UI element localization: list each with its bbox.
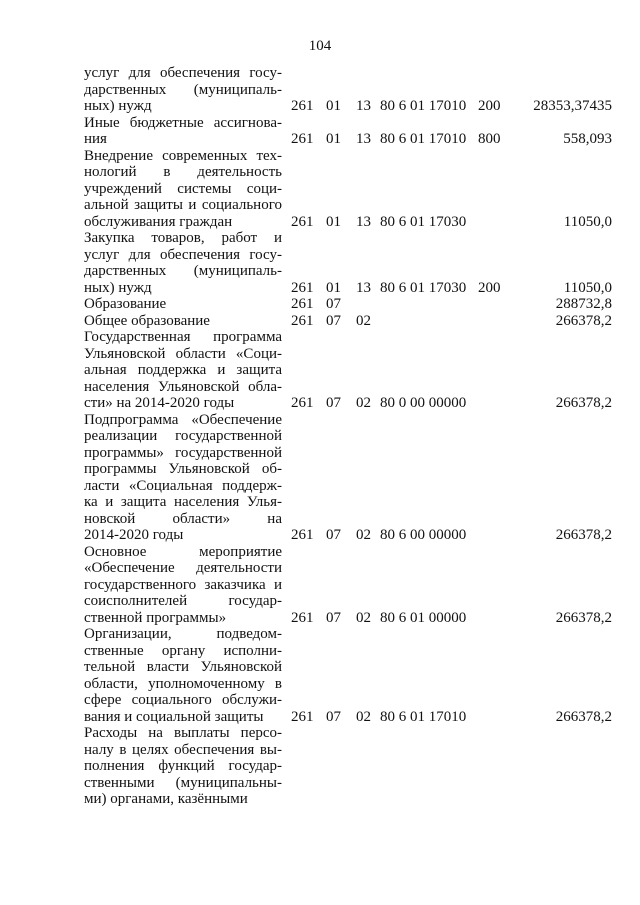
column-admin-code: 261 bbox=[291, 609, 314, 626]
column-target-article-code: 80 6 01 17010 bbox=[380, 131, 467, 147]
row-description bbox=[84, 148, 282, 231]
table-row bbox=[0, 544, 640, 627]
description-line: государственного заказчика и bbox=[84, 576, 282, 593]
row-description bbox=[84, 329, 282, 412]
column-target-article-code: 80 6 00 00000 bbox=[380, 527, 467, 543]
column-amount: 11050,0 bbox=[563, 279, 612, 296]
column-amount: 11050,0 bbox=[563, 213, 612, 230]
description-line: Расходы на выплаты персо- bbox=[84, 725, 282, 741]
column-target-article-code: 80 0 00 00000 bbox=[380, 395, 467, 411]
description-line: Образование bbox=[84, 296, 167, 312]
description-line: ственной программы» bbox=[84, 609, 227, 626]
column-target-article-code: 80 6 01 17010 bbox=[380, 98, 467, 114]
row-description bbox=[84, 412, 282, 544]
column-amount: 266378,2 bbox=[555, 708, 612, 725]
column-expense-type-code: 200 bbox=[478, 98, 501, 114]
table-row bbox=[0, 148, 640, 231]
description-line: нологий в деятельность bbox=[84, 164, 282, 180]
description-line: ласти «Социальная поддерж- bbox=[84, 477, 282, 494]
column-admin-code: 261 bbox=[291, 708, 314, 725]
column-admin-code: 261 bbox=[291, 98, 314, 114]
description-line: «Обеспечение деятельности bbox=[84, 560, 282, 576]
column-admin-code: 261 bbox=[291, 279, 314, 296]
description-line: тельной власти Ульяновской bbox=[84, 659, 282, 675]
row-description bbox=[84, 65, 282, 115]
column-subsection-code: 02 bbox=[356, 527, 371, 543]
description-line: реализации государственной bbox=[84, 428, 282, 444]
column-section-code: 07 bbox=[326, 395, 341, 411]
column-admin-code: 261 bbox=[291, 527, 314, 543]
column-section-code: 01 bbox=[326, 98, 341, 114]
column-target-article-code: 80 6 01 17030 bbox=[380, 279, 467, 296]
description-line: Ульяновской области «Соци- bbox=[84, 345, 282, 362]
table-row bbox=[0, 313, 640, 330]
description-line: обслуживания граждан bbox=[84, 213, 233, 230]
description-line: альной защиты и социального bbox=[84, 197, 282, 213]
description-line: налу в целях обеспечения вы- bbox=[84, 741, 282, 758]
row-description bbox=[84, 725, 282, 808]
column-section-code: 07 bbox=[326, 527, 341, 543]
row-description bbox=[84, 230, 282, 296]
row-description bbox=[84, 115, 282, 148]
table-row bbox=[0, 329, 640, 412]
column-section-code: 01 bbox=[326, 279, 341, 296]
description-line: Иные бюджетные ассигнова- bbox=[84, 114, 282, 131]
description-line: Основное мероприятие bbox=[84, 543, 282, 560]
description-line: ка и защита населения Улья- bbox=[84, 494, 282, 510]
description-line: услуг для обеспечения госу- bbox=[84, 65, 282, 81]
description-line: альная поддержка и защита bbox=[84, 362, 282, 378]
column-target-article-code: 80 6 01 00000 bbox=[380, 609, 467, 626]
description-line: вания и социальной защиты bbox=[84, 708, 264, 725]
table-row bbox=[0, 65, 640, 115]
description-line: сфере социального обслужи- bbox=[84, 692, 282, 708]
description-line: программы Ульяновской об- bbox=[84, 461, 282, 477]
column-admin-code: 261 bbox=[291, 296, 314, 312]
row-description bbox=[84, 544, 282, 627]
column-amount: 288732,8 bbox=[555, 296, 612, 312]
row-description bbox=[84, 313, 282, 330]
description-line: учреждений системы соци- bbox=[84, 180, 282, 197]
column-subsection-code: 13 bbox=[356, 213, 371, 230]
column-section-code: 07 bbox=[326, 609, 341, 626]
column-amount: 558,093 bbox=[563, 131, 612, 147]
description-line: Общее образование bbox=[84, 312, 210, 329]
column-amount: 28353,37435 bbox=[533, 98, 612, 114]
column-amount: 266378,2 bbox=[555, 312, 612, 329]
column-subsection-code: 13 bbox=[356, 98, 371, 114]
description-line: населения Ульяновской обла- bbox=[84, 378, 282, 395]
column-admin-code: 261 bbox=[291, 395, 314, 411]
column-section-code: 07 bbox=[326, 296, 341, 312]
description-line: программы» государственной bbox=[84, 444, 282, 461]
description-line: ми) органами, казёнными bbox=[84, 791, 248, 807]
table-row bbox=[0, 412, 640, 544]
table-row bbox=[0, 626, 640, 725]
description-line: ных) нужд bbox=[84, 279, 152, 296]
column-subsection-code: 02 bbox=[356, 312, 371, 329]
description-line: Организации, подведом- bbox=[84, 626, 282, 642]
column-subsection-code: 02 bbox=[356, 708, 371, 725]
row-description bbox=[84, 626, 282, 725]
description-line: Подпрограмма «Обеспечение bbox=[84, 411, 282, 428]
description-line: области, уполномоченному в bbox=[84, 675, 282, 692]
column-target-article-code: 80 6 01 17010 bbox=[380, 708, 467, 725]
description-line: полнения функций государ- bbox=[84, 758, 282, 774]
page-number: 104 bbox=[308, 38, 332, 54]
column-admin-code: 261 bbox=[291, 131, 314, 147]
description-line: новской области» на bbox=[84, 510, 282, 527]
column-section-code: 07 bbox=[326, 312, 341, 329]
description-line: услуг для обеспечения госу- bbox=[84, 246, 282, 263]
column-section-code: 07 bbox=[326, 708, 341, 725]
table-row bbox=[0, 230, 640, 296]
description-line: Государственная программа bbox=[84, 329, 282, 345]
column-subsection-code: 13 bbox=[356, 131, 371, 147]
description-line: 2014-2020 годы bbox=[84, 527, 184, 543]
column-target-article-code: 80 6 01 17030 bbox=[380, 213, 467, 230]
column-expense-type-code: 800 bbox=[478, 131, 501, 147]
column-amount: 266378,2 bbox=[555, 527, 612, 543]
column-subsection-code: 02 bbox=[356, 395, 371, 411]
description-line: сти» на 2014-2020 годы bbox=[84, 395, 235, 411]
column-admin-code: 261 bbox=[291, 213, 314, 230]
table-row bbox=[0, 115, 640, 148]
table-row bbox=[0, 725, 640, 808]
row-description bbox=[84, 296, 282, 313]
description-line: ных) нужд bbox=[84, 98, 152, 114]
column-section-code: 01 bbox=[326, 131, 341, 147]
description-line: ственными (муниципальны- bbox=[84, 774, 282, 791]
description-line: соисполнителей государ- bbox=[84, 593, 282, 609]
description-line: Закупка товаров, работ и bbox=[84, 230, 282, 246]
description-line: Внедрение современных тех- bbox=[84, 147, 282, 164]
column-amount: 266378,2 bbox=[555, 395, 612, 411]
column-section-code: 01 bbox=[326, 213, 341, 230]
column-amount: 266378,2 bbox=[555, 609, 612, 626]
description-line: ственные органу исполни- bbox=[84, 642, 282, 659]
column-expense-type-code: 200 bbox=[478, 279, 501, 296]
table-row bbox=[0, 296, 640, 313]
column-subsection-code: 13 bbox=[356, 279, 371, 296]
description-line: дарственных (муниципаль- bbox=[84, 81, 282, 98]
column-admin-code: 261 bbox=[291, 312, 314, 329]
description-line: ния bbox=[84, 131, 107, 147]
description-line: дарственных (муниципаль- bbox=[84, 263, 282, 279]
column-subsection-code: 02 bbox=[356, 609, 371, 626]
